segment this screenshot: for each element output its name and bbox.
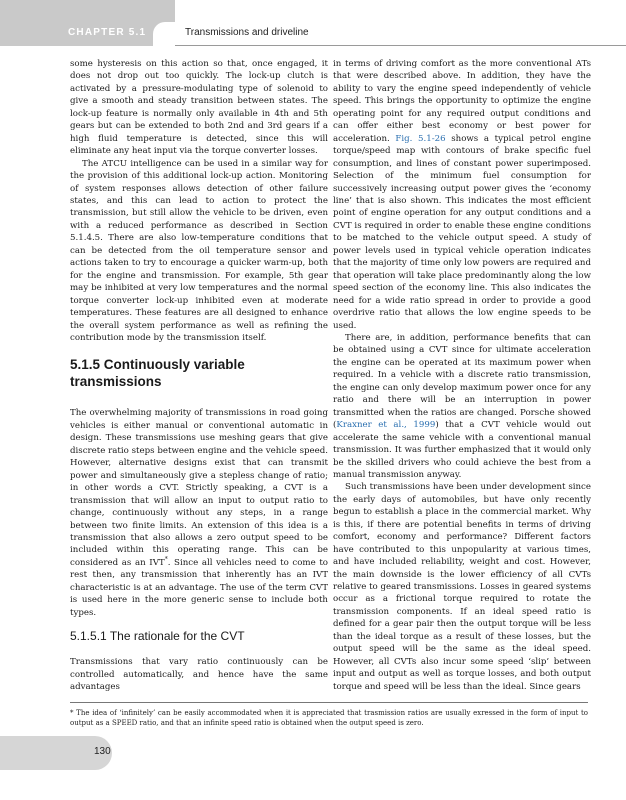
paragraph: some hysteresis on this action so that, once engaged, it does not drop out too quickly. The lock-up clutch is activated by a pressure-modulating type of solenoid to give a smooth and steady transition between states. The lock-up feature is normally only available in 4th and 5th gears but can be extended to both 2nd and 3rd gears if a high fluid temperature is detected, since this will eliminate any heat input via the torque converter losses. — [70, 59, 328, 157]
chapter-label: CHAPTER 5.1 — [68, 27, 147, 38]
right-column — [333, 58, 591, 693]
page-header — [0, 0, 626, 46]
left-column — [70, 58, 328, 693]
header-rule — [175, 45, 626, 46]
paragraph: Transmissions that vary ratio continuously can be controlled automatically, and hence have the same advantages — [70, 657, 328, 693]
paragraph — [70, 407, 328, 619]
paragraph: Such transmissions have been under development since the early days of automobiles, but have only recently begun to establish a place in the commercial market. Why is this, if there are potential benefits in terms of driving comfort, economy and performance? Different factors have contributed to this unpopularity at various times, and have included reliability, weight and cost. However, the main downside is the lower efficiency of all CVTs relative to geared transmissions. Losses in geared systems occur as a frictional torque required to rotate the transmission components. If an ideal speed ratio is defined for a gear pair then the output torque will be less than the ideal torque as a result of these losses, but the output speed will be the same as the ideal speed. However, all CVTs also incur some speed ‘slip’ between input and output as well as torque losses, and both output torque and speed will be less than the ideal. Since gears — [333, 482, 591, 692]
paragraph-text: ) that a CVT vehicle would out accelerate the same vehicle with a conventional manual transmission. It was further emphasized that it would only be the skilled drivers who could achieve the best from a manual transmission anyway. — [333, 420, 591, 480]
section-heading: 5.1.5 Continuously variable transmissions — [70, 357, 245, 390]
footnote-marker: * — [164, 555, 168, 563]
paragraph-text: There are, in addition, performance benefits that can be obtained using a CVT since for ultimate acceleration the engine can be operated at its maximum power when required. In a vehicle with a discrete ratio transmission, the engine can only develop maximum power once for any ratio and there will be an interruption in power transmitted when the ratios are changed. Porsche showed ( — [333, 332, 591, 431]
paragraph-text: . Since all vehicles need to come to rest then, any transmission that inherently has an IVT characteristic is at an advantage. The use of the term CVT is used here in the more generic sense to include both types. — [70, 557, 328, 618]
paragraph-text: shows a typical petrol engine torque/speed map with contours of brake specific fuel consumption, and lines of constant power superimposed. Selection of the minimum fuel consumption for successively increasing output power gives the ‘economy line’ that is also shown. This indicates the most efficient point of engine operation for any output conditions and a CVT is required in order to enable these engine conditions to be matched to the vehicle output speed. A study of power levels used in typical vehicle operation indicates that the majority of time only low powers are required and that operation will take place predominantly along the low speed section of the economy line. This also indicates the need for a wide ratio spread in order to provide a good overdrive ratio that allows the low engine speeds to be used. — [333, 133, 591, 331]
paragraph-text: The overwhelming majority of transmissions in road going vehicles is either manual or conventional automatic in design. These transmissions use meshing gears that give discrete ratio steps between engine and the vehicle speed. However, alternative designs exist that can transmit power and simultaneously give a stepless change of ratio; in other words a CVT. Strictly speaking, a CVT is a transmission that will allow an input to output ratio to change, continuously without any steps, in a range between two finite limits. An extension of this idea is a transmission that also allows a zero output speed to be included within this operating range. This can be considered as an IVT — [70, 408, 328, 568]
chapter-tab-shape — [153, 22, 183, 46]
footnote-rule — [70, 702, 588, 703]
paragraph — [333, 58, 591, 332]
page-number: 130 — [94, 746, 111, 757]
citation-link[interactable]: Kraxner et al., 1999 — [336, 420, 436, 431]
paragraph — [333, 332, 591, 481]
paragraph: The ATCU intelligence can be used in a similar way for the provision of this additional lock-up action. Monitoring of system responses allows detection of other failure states, and this can lead to action to protect the transmission, but still allow the vehicle to be driven, even with a reduced performance as described in Section 5.1.4.5. There are also low-temperature conditions that can be detected from the oil temperature sensor and actions taken to try to encourage a quicker warm-up, both for the engine and transmission. For example, 5th gear may be inhibited at very low temperatures and the normal torque converter lock-up inhibited even at moderate temperatures. These features are all designed to enhance the overall system performance as well as refining the contribution mode by the transmission itself. — [70, 158, 328, 343]
figure-reference-link[interactable]: Fig. 5.1-26 — [395, 133, 446, 144]
subsection-heading: 5.1.5.1 The rationale for the CVT — [70, 629, 245, 644]
paragraph-text: in terms of driving comfort as the more conventional ATs that were described above. In addition, they have the ability to vary the engine speed independently of vehicle speed. This brings the opportunity to optimize the engine operating point for any required output conditions and can offer either best economy or best power for acceleration. — [333, 59, 591, 144]
running-title: Transmissions and driveline — [185, 27, 309, 38]
chapter-box — [0, 0, 175, 46]
footnote: * The idea of ‘infinitely’ can be easily accommodated when it is appreciated that trasmission ratios are usually exressed in the form of input to output as a SPEED ratio, and that an infinite speed ratio is obtained when the output speed is zero. — [70, 709, 588, 727]
